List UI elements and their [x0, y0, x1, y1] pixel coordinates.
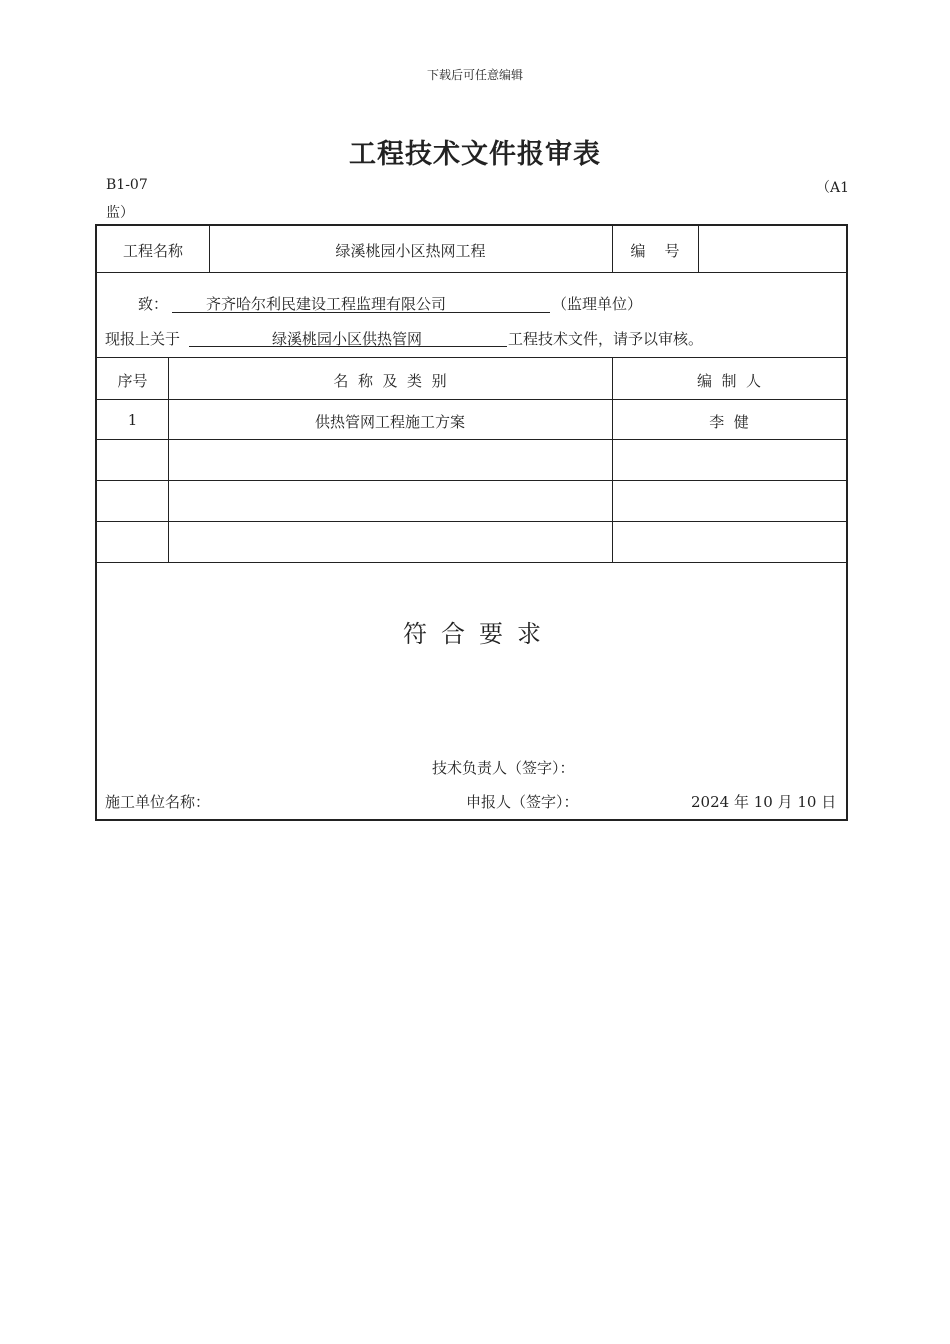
report-prefix: 现报上关于 [105, 330, 181, 348]
col-divider [698, 226, 699, 272]
project-name-value: 绿溪桃园小区热网工程 [335, 242, 486, 260]
form-table [95, 224, 848, 821]
page-title: 工程技术文件报审表 [349, 139, 601, 170]
col-header-name: 名 称 及 类 别 [333, 372, 447, 390]
report-value: 绿溪桃园小区供热管网 [272, 330, 423, 348]
tech-lead-signature-label: 技术负责人（签字）： [432, 759, 575, 777]
header-note: 下载后可任意编辑 [426, 68, 523, 82]
form-tag-a: （A1 [816, 180, 850, 196]
row-1-index: 1 [127, 411, 138, 429]
row-divider [97, 357, 846, 358]
applicant-signature-label: 申报人（签字）： [466, 793, 579, 811]
to-label: 致： [138, 295, 169, 313]
row-divider [97, 272, 846, 273]
to-underline [172, 312, 550, 313]
to-value: 齐齐哈尔利民建设工程监理有限公司 [206, 295, 447, 313]
row-divider [97, 562, 846, 563]
row-1-name: 供热管网工程施工方案 [314, 413, 465, 431]
form-code: B1-07 [106, 177, 148, 193]
to-suffix: （监理单位） [552, 295, 643, 313]
row-divider [97, 480, 846, 481]
row-divider [97, 521, 846, 522]
conclusion-text: 符合要求 [403, 620, 555, 648]
row-divider [97, 439, 846, 440]
report-suffix: 工程技术文件，请予以审核。 [508, 330, 704, 348]
col-header-author: 编 制 人 [696, 372, 762, 390]
submission-date: 2024 年 10 月 10 日 [691, 793, 837, 811]
col-header-index: 序号 [117, 372, 148, 390]
form-tag-b: 监） [106, 205, 134, 221]
report-underline [189, 346, 507, 347]
row-divider [97, 399, 846, 400]
row-1-author: 李 健 [709, 413, 749, 431]
project-number-label: 编 号 [630, 242, 680, 260]
construction-unit-label: 施工单位名称： [105, 793, 211, 811]
project-name-label: 工程名称 [122, 242, 183, 260]
